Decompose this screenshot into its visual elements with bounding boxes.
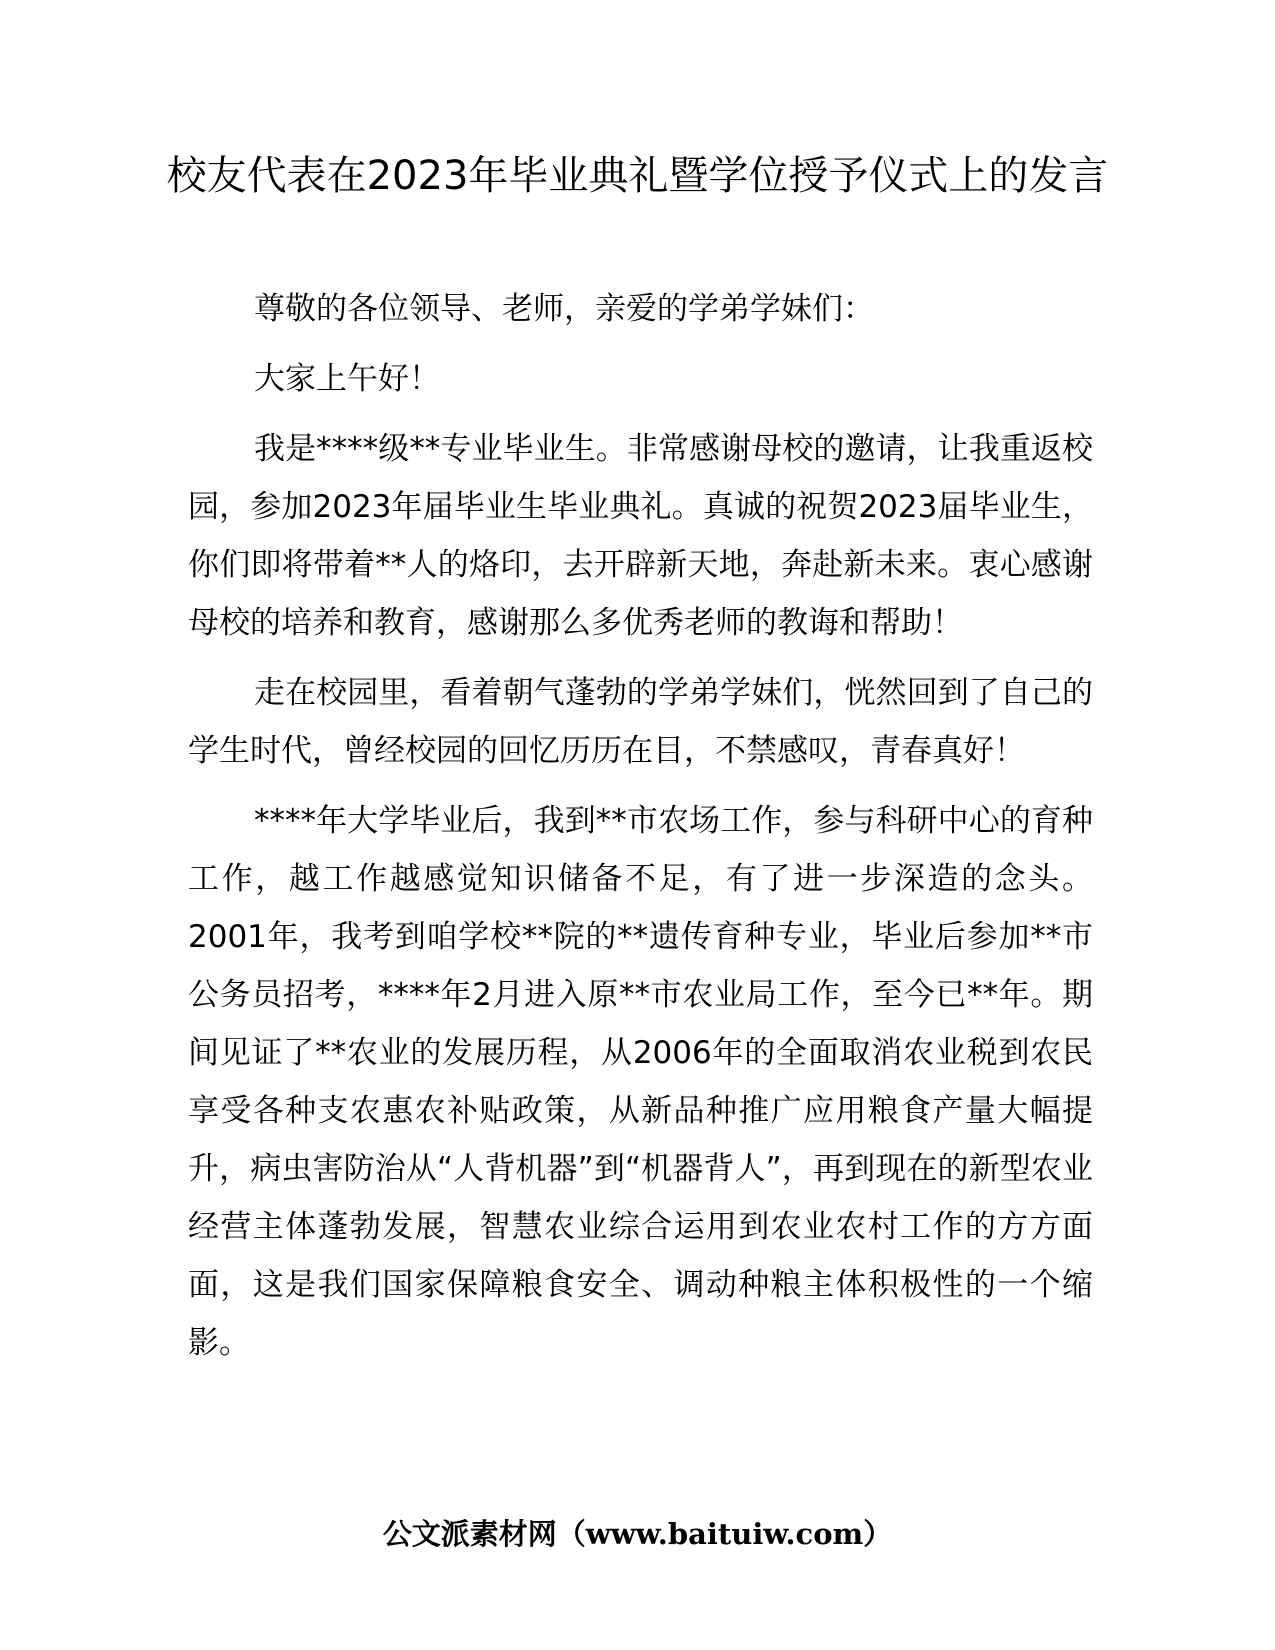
salutation: 尊敬的各位领导、老师，亲爱的学弟学妹们： (254, 291, 874, 327)
paragraph-introduction: 我是****级**专业毕业生。非常感谢母校的邀请，让我重返校园，参加2023年届毕业生毕业典礼。真诚的祝贺2023届毕业生，你们即将带着**人的烙印，去开辟新天地，奔赴新未来。衷心感谢母校的培养和教育，感谢那么多优秀老师的教诲和帮助！ (188, 431, 1093, 641)
paragraph-career: ****年大学毕业后，我到**市农场工作，参与科研中心的育种工作，越工作越感觉知识储备不足，有了进一步深造的念头。2001年，我考到咱学校**院的**遗传育种专业，毕业后参加**市公务员招考，****年2月进入原**市农业局工作，至今已**年。期间见证了**农业的发展历程，从2006年的全面取消农业税到农民享受各种支农惠农补贴政策，从新品种推广应用粮食产量大幅提升，病虫害防治从“人背机器”到“机器背人”，再到现在的新型农业经营主体蓬勃发展，智慧农业综合运用到农业农村工作的方方面面，这是我们国家保障粮食安全、调动种粮主体积极性的一个缩影。 (188, 803, 1093, 1361)
document-title: 校友代表在2023年毕业典礼暨学位授予仪式上的发言 (166, 153, 1109, 199)
paragraph-campus: 走在校园里，看着朝气蓬勃的学弟学妹们，恍然回到了自己的学生时代，曾经校园的回忆历历在目，不禁感叹，青春真好！ (188, 675, 1093, 769)
greeting: 大家上午好！ (254, 361, 440, 397)
footer-watermark: 公文派素材网（www.baituiw.com） (382, 1517, 893, 1551)
document-body (188, 280, 1093, 1384)
